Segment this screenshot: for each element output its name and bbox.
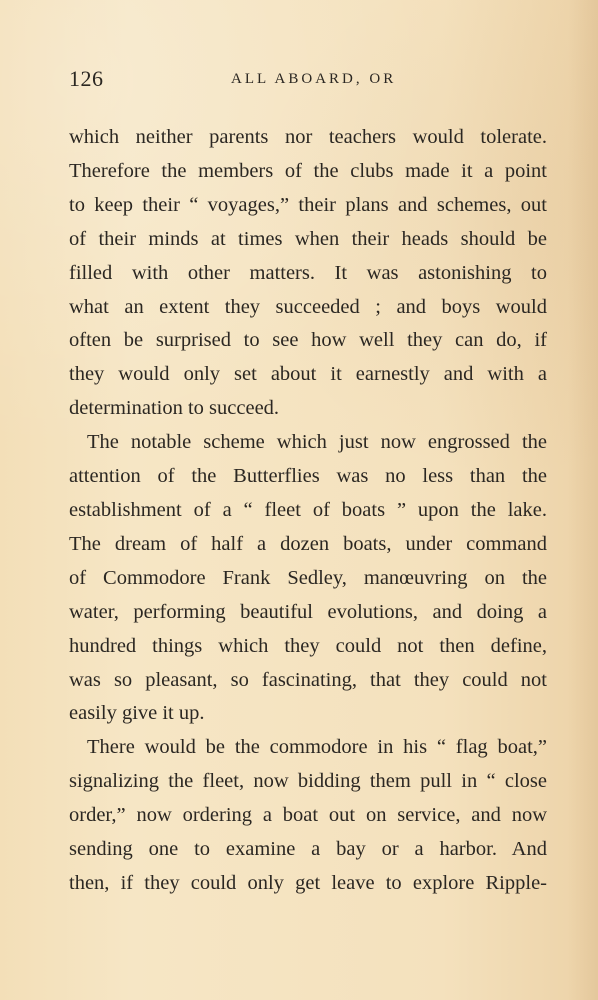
text-line: of Commodore Frank Sedley, manœuvring on the	[69, 566, 547, 589]
text-line: determination to succeed.	[69, 397, 280, 420]
text-line: easily give it up.	[69, 702, 205, 725]
text-line: There would be the commodore in his “ flag boat,”	[87, 736, 547, 759]
text-line: signalizing the fleet, now bidding them pull in “ close	[69, 770, 547, 793]
text-line: filled with other matters. It was astonishing to	[69, 261, 547, 284]
page-number: 126	[69, 66, 104, 91]
text-line: hundred things which they could not then define,	[69, 634, 547, 657]
text-line: establishment of a “ fleet of boats ” upon the lake.	[69, 498, 547, 521]
page-header	[69, 67, 549, 97]
text-line: order,” now ordering a boat out on service, and now	[69, 804, 547, 827]
paragraph-3	[69, 731, 547, 901]
text-line: attention of the Butterflies was no less than the	[69, 465, 547, 488]
body-text	[69, 121, 547, 901]
text-line: often be surprised to see how well they can do, if	[69, 329, 547, 352]
text-line: Therefore the members of the clubs made it a point	[69, 159, 547, 182]
text-line: was so pleasant, so fascinating, that they could not	[69, 668, 547, 691]
text-line: then, if they could only get leave to explore Ripple-	[69, 871, 547, 894]
running-head: ALL ABOARD, OR	[231, 71, 397, 87]
paragraph-1	[69, 121, 547, 426]
text-line: what an extent they succeeded ; and boys would	[69, 295, 547, 318]
text-line: to keep their “ voyages,” their plans and schemes, out	[69, 193, 547, 216]
text-line: which neither parents nor teachers would tolerate.	[69, 126, 547, 148]
text-line: water, performing beautiful evolutions, and doing a	[69, 600, 547, 623]
text-line: sending one to examine a bay or a harbor. And	[69, 838, 547, 861]
text-line: The notable scheme which just now engrossed the	[87, 431, 547, 454]
text-line: of their minds at times when their heads should be	[69, 227, 547, 250]
text-line: they would only set about it earnestly and with a	[69, 363, 547, 386]
paragraph-2	[69, 426, 547, 731]
text-line: The dream of half a dozen boats, under command	[69, 532, 547, 555]
